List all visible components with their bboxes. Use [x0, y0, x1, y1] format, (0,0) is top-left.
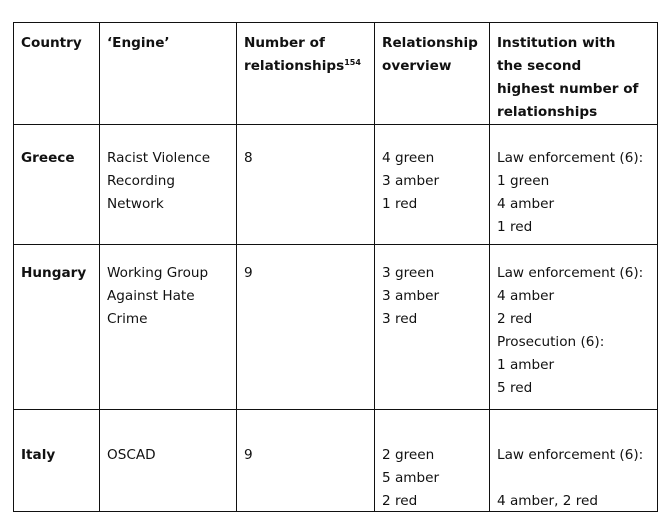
relationship-count: 9: [244, 447, 253, 463]
overview-item: 3 red: [382, 311, 418, 327]
header-second-institution: Institution with the second highest number of relationships: [489, 23, 657, 124]
country-name: Italy: [21, 447, 56, 463]
overview-item: 1 red: [382, 196, 418, 212]
relationship-count: 8: [244, 150, 253, 166]
second-institution-item: 4 amber, 2 red: [497, 493, 599, 509]
second-institution-item: [497, 467, 653, 490]
footnote-marker: 154: [344, 58, 361, 67]
second-institution-item: Prosecution (6):: [497, 334, 605, 350]
second-institution-item: 4 amber: [497, 196, 555, 212]
overview-item: 2 red: [382, 493, 418, 509]
overview-item: 3 green: [382, 265, 435, 281]
overview-item: 3 amber: [382, 288, 440, 304]
engine-name: Working Group: [107, 265, 209, 281]
header-relationship-overview: Relationship overview: [374, 23, 489, 124]
overview-item: 2 green: [382, 447, 435, 463]
engine-name: Crime: [107, 311, 148, 327]
overview-item: 3 amber: [382, 173, 440, 189]
relationship-count: 9: [244, 265, 253, 281]
second-institution-item: 2 red: [497, 311, 533, 327]
second-institution-item: 4 amber: [497, 288, 555, 304]
table-row: [14, 124, 657, 245]
second-institution-item: 5 red: [497, 380, 533, 396]
engine-name: Network: [107, 196, 164, 212]
second-institution-item: Law enforcement (6):: [497, 265, 644, 281]
table-row: [14, 244, 657, 410]
header-row: [14, 23, 657, 125]
table-row: [14, 409, 657, 511]
engine-name: Recording: [107, 173, 175, 189]
engine-name: Against Hate: [107, 288, 195, 304]
header-engine: ‘Engine’: [99, 23, 236, 124]
relationships-table: [13, 22, 658, 512]
second-institution-item: 1 red: [497, 219, 533, 235]
header-number-of-relationships: Number of relationships$^{154}$: [236, 23, 374, 124]
second-institution-item: 1 amber: [497, 357, 555, 373]
country-name: Greece: [21, 150, 75, 166]
second-institution-item: Law enforcement (6):: [497, 447, 644, 463]
second-institution-item: 1 green: [497, 173, 550, 189]
country-name: Hungary: [21, 265, 87, 281]
header-country: Country: [21, 35, 82, 51]
overview-item: 5 amber: [382, 470, 440, 486]
second-institution-item: Law enforcement (6):: [497, 150, 644, 166]
engine-name: Racist Violence: [107, 150, 211, 166]
engine-name: OSCAD: [107, 447, 156, 463]
overview-item: 4 green: [382, 150, 435, 166]
